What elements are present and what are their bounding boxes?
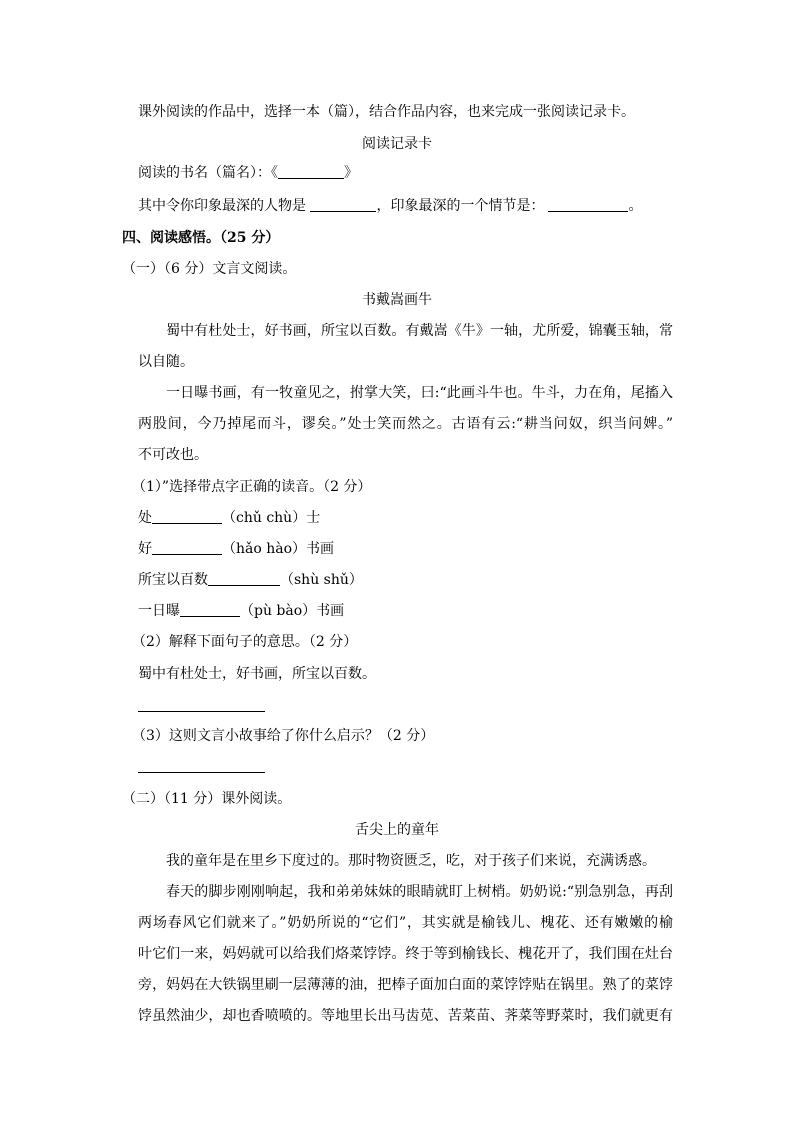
question-3: （3）这则文言小故事给了你什么启示？（2 分） xyxy=(132,728,435,744)
q1-item-4 xyxy=(138,602,344,620)
part2-p2-line1: 春天的脚步刚刚响起，我和弟弟妹妹的眼睛就盯上树梢。奶奶说:“别急别急，再刮 xyxy=(166,884,673,900)
q1-item-4-blank[interactable] xyxy=(180,602,240,617)
question-2: （2）解释下面句子的意思。（2 分） xyxy=(132,634,358,650)
part1-p2-line2: 两股间，今乃掉尾而斗，谬矣。”处士笑而然之。古语有云:“耕当问奴，织当问婢。” xyxy=(138,416,673,432)
q1-item-3-options: （shù shǔ） xyxy=(280,572,363,588)
q1-item-1-word: 处 xyxy=(138,510,152,526)
part2-p2-line5: 饽虽然油少，却也香喷喷的。等地里长出马齿苋、苦菜苗、荠菜等野菜时，我们就更有 xyxy=(138,1008,673,1024)
part1-p1-line2: 以自随。 xyxy=(138,354,194,370)
q2-sentence: 蜀中有杜处士，好书画，所宝以百数。 xyxy=(138,666,376,682)
impression-character-blank[interactable] xyxy=(310,197,376,212)
q2-answer-line[interactable] xyxy=(138,711,265,712)
q1-item-1-options: （chǔ chù）士 xyxy=(222,510,321,526)
part2-title: 舌尖上的童年 xyxy=(355,822,439,838)
part2-p2-line4: 旁，妈妈在大铁锅里刷一层薄薄的油，把棒子面加白面的菜饽饽贴在锅里。熟了的菜饽 xyxy=(138,977,673,993)
impression-plot-blank[interactable] xyxy=(548,197,628,212)
impression-plot-label: ，印象最深的一个情节是： xyxy=(376,198,545,214)
question-1: （1）”选择带点字正确的读音。（2 分） xyxy=(132,479,372,495)
part1-p1-line1: 蜀中有杜处士，好书画，所宝以百数。有戴嵩《牛》一轴，尤所爱，锦囊玉轴，常 xyxy=(166,323,673,339)
q1-item-3-blank[interactable] xyxy=(208,571,280,586)
part2-p2-line2: 两场春风它们就来了。”奶奶所说的“它们”，其实就是榆钱儿、槐花、还有嫩嫩的榆 xyxy=(138,915,673,931)
part2-p2-line3: 叶它们一来，妈妈就可以给我们烙菜饽饽。终于等到榆钱长、槐花开了，我们围在灶台 xyxy=(138,946,673,962)
impression-character-label: 其中令你印象最深的人物是 xyxy=(138,198,306,214)
q1-item-4-word: 一日曝 xyxy=(138,603,180,619)
card-title: 阅读记录卡 xyxy=(362,136,432,152)
section4-heading: 四、阅读感悟。（25 分） xyxy=(122,230,280,246)
q3-answer-line[interactable] xyxy=(138,772,265,773)
q1-item-4-options: （pù bào）书画 xyxy=(240,603,345,619)
book-name-label: 阅读的书名（篇名）：《 xyxy=(138,165,278,181)
q1-item-2-options: （hǎo hào）书画 xyxy=(222,541,335,557)
part1-heading: （一）（6 分）文言文阅读。 xyxy=(122,261,297,277)
impression-end: 。 xyxy=(628,198,643,214)
part1-p2-line3: 不可改也。 xyxy=(138,447,208,463)
q1-item-1-blank[interactable] xyxy=(152,509,222,524)
book-name-close: 》 xyxy=(344,165,358,181)
part2-heading: （二）（11 分）课外阅读。 xyxy=(122,791,292,807)
q1-item-3-word: 所宝以百数 xyxy=(138,572,208,588)
instruction-text: 课外阅读的作品中，选择一本（篇），结合作品内容，也来完成一张阅读记录卡。 xyxy=(138,104,635,120)
q1-item-2 xyxy=(138,540,334,558)
q1-item-2-word: 好 xyxy=(138,541,152,557)
part1-p2-line1: 一日曝书画，有一牧童见之，拊掌大笑，曰:“此画斗牛也。牛斗，力在角，尾搐入 xyxy=(166,385,673,401)
book-name-line xyxy=(138,164,358,182)
part2-p1: 我的童年是在里乡下度过的。那时物资匮乏，吃，对于孩子们来说，充满诱惑。 xyxy=(166,853,656,869)
q1-item-3 xyxy=(138,571,363,589)
book-name-blank[interactable] xyxy=(278,164,344,179)
part1-title: 书戴嵩画牛 xyxy=(362,292,432,308)
impression-line xyxy=(138,197,642,215)
q1-item-1 xyxy=(138,509,320,527)
q1-item-2-blank[interactable] xyxy=(152,540,222,555)
